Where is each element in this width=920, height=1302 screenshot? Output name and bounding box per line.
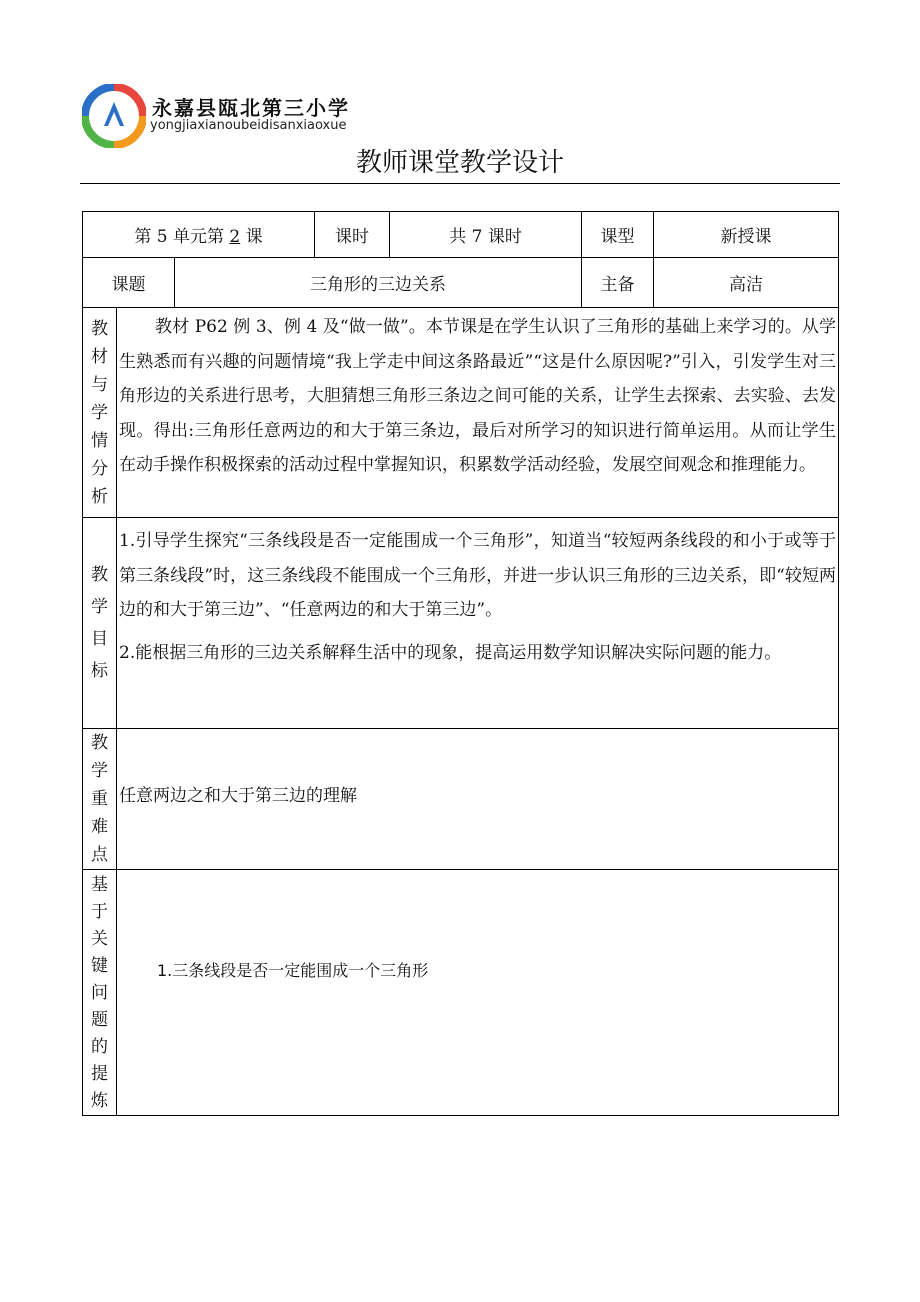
author-label: 主备 bbox=[582, 258, 654, 308]
key-points-row bbox=[83, 729, 839, 870]
info-row bbox=[83, 212, 839, 258]
title-divider bbox=[80, 183, 840, 184]
key-questions-label bbox=[83, 870, 117, 1116]
key-points-label bbox=[83, 729, 117, 870]
objectives-row bbox=[83, 518, 839, 729]
analysis-row bbox=[83, 308, 839, 518]
type-value: 新授课 bbox=[654, 212, 839, 258]
lesson-design-table bbox=[82, 211, 839, 1116]
topic-value: 三角形的三边关系 bbox=[175, 258, 582, 308]
author-value: 高洁 bbox=[654, 258, 839, 308]
key-questions-text: 1.三条线段是否一定能围成一个三角形 bbox=[117, 870, 839, 1116]
analysis-text: 教材 P62 例 3、例 4 及“做一做”。本节课是在学生认识了三角形的基础上来学习的。从学生熟悉而有兴趣的问题情境“我上学走中间这条路最近”“这是什么原因呢?”引入，引发学生对三角形边的关系进行思考，大胆猜想三角形三条边之间可能的关系，让学生去探索、去实验、去发现。得出:三角形任意两边的和大于第三条边，最后对所学习的知识进行简单运用。从而让学生在动手操作积极探索的活动过程中掌握知识，积累数学活动经验，发展空间观念和推理能力。 bbox=[119, 317, 837, 475]
objectives-label-text: 教学目标 bbox=[91, 565, 108, 681]
school-name: 永嘉县瓯北第三小学 bbox=[152, 96, 350, 120]
topic-row bbox=[83, 258, 839, 308]
key-questions-label-text: 基于关键问题的提炼 bbox=[91, 875, 108, 1111]
unit-prefix: 第 5 单元第 bbox=[134, 227, 230, 247]
unit-lesson-cell bbox=[83, 212, 315, 258]
analysis-label bbox=[83, 308, 117, 518]
key-points-label-text: 教学重难点 bbox=[91, 733, 108, 865]
period-label: 课时 bbox=[315, 212, 390, 258]
page-title: 教师课堂教学设计 bbox=[355, 148, 564, 178]
lesson-number: 2 bbox=[229, 227, 241, 247]
type-label: 课型 bbox=[582, 212, 654, 258]
topic-label: 课题 bbox=[83, 258, 175, 308]
objectives-label bbox=[83, 518, 117, 729]
lesson-suffix: 课 bbox=[240, 227, 263, 247]
analysis-label-text: 教材与学情分析 bbox=[91, 318, 108, 507]
key-points-text: 任意两边之和大于第三边的理解 bbox=[117, 729, 839, 870]
objective-1: 1.引导学生探究“三条线段是否一定能围成一个三角形”，知道当“较短两条线段的和小于或等于第三条线段”时，这三条线段不能围成一个三角形，并进一步认识三角形的三边关系，即“较短两边的和大于第三边”、“任意两边的和大于第三边”。 bbox=[119, 531, 837, 620]
objective-2: 2.能根据三角形的三边关系解释生活中的现象，提高运用数学知识解决实际问题的能力。 bbox=[119, 642, 782, 663]
key-questions-row bbox=[83, 870, 839, 1116]
school-logo-icon bbox=[82, 84, 146, 148]
period-value: 共 7 课时 bbox=[390, 212, 582, 258]
school-pinyin: yongjiaxianoubeidisanxiaoxue bbox=[150, 118, 347, 133]
